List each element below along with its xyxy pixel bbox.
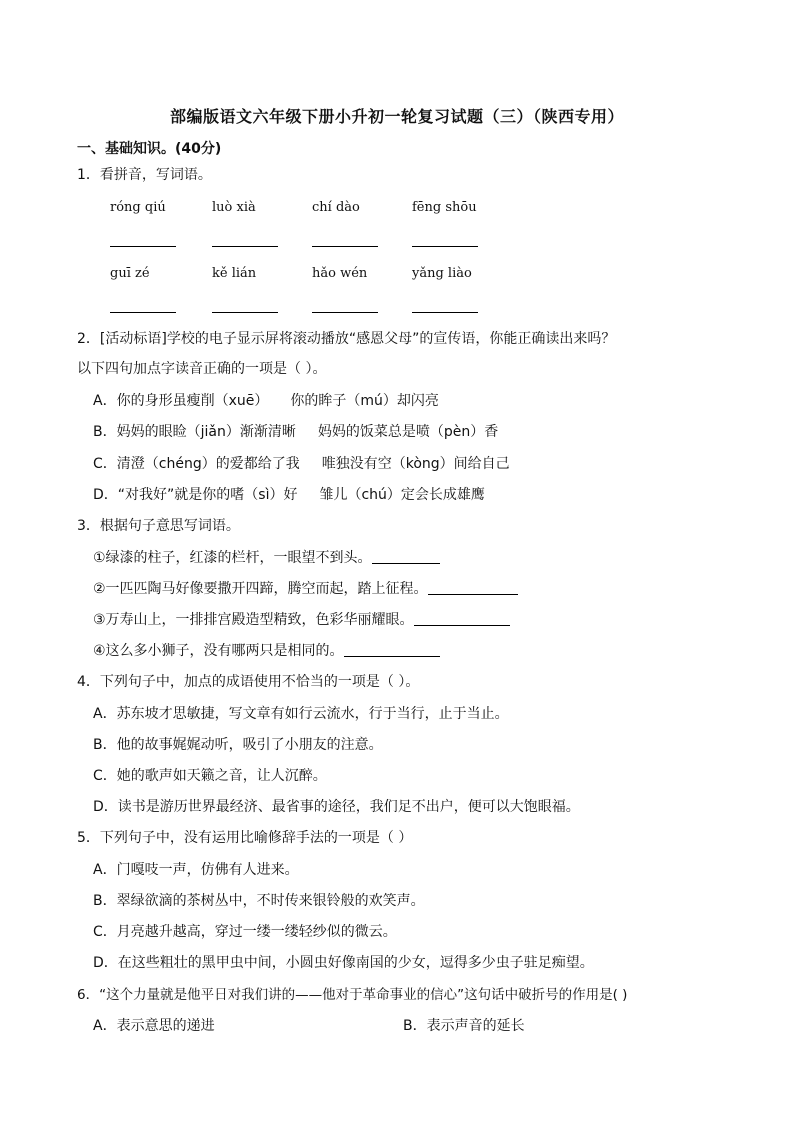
- sentence-item: [93, 549, 440, 567]
- option-a[interactable]: A．门嘎吱一声，仿佛有人进来。: [93, 862, 299, 878]
- question-3-stem: 3．根据句子意思写词语。: [77, 518, 240, 534]
- answer-blank[interactable]: [412, 246, 478, 247]
- option-d[interactable]: D．在这些粗壮的黑甲虫中间，小圆虫好像南国的少女，逗得多少虫子驻足痴望。: [93, 955, 594, 971]
- option-c[interactable]: C．月亮越升越高，穿过一缕一缕轻纱似的微云。: [93, 924, 397, 940]
- pinyin-7: hǎo wén: [312, 266, 368, 281]
- option-b[interactable]: B．他的故事娓娓动听，吸引了小朋友的注意。: [93, 737, 383, 753]
- sentence-item: [93, 642, 440, 660]
- pinyin-4: fēng shōu: [412, 200, 477, 215]
- option-a[interactable]: A．苏东坡才思敏捷，写文章有如行云流水，行于当行，止于当止。: [93, 706, 509, 722]
- pinyin-6: kě lián: [212, 266, 257, 281]
- option-d[interactable]: D．读书是游历世界最经济、最省事的途径，我们足不出户，便可以大饱眼福。: [93, 799, 580, 815]
- question-4-stem: 4．下列句子中，加点的成语使用不恰当的一项是（ ）。: [77, 674, 420, 690]
- option-b-left: B．妈妈的眼睑（jiǎn）渐渐清晰: [93, 424, 296, 440]
- option-b[interactable]: [93, 423, 498, 441]
- sentence-text: ④这么多小狮子，没有哪两只是相同的。: [93, 643, 344, 659]
- question-2-stem-cont: 以下四句加点字读音正确的一项是（ ）。: [77, 361, 327, 377]
- question-2-stem: 2．[活动标语]学校的电子显示屏将滚动播放“感恩父母”的宣传语，你能正确读出来吗？: [77, 331, 616, 347]
- option-c[interactable]: [93, 455, 510, 473]
- answer-blank[interactable]: [428, 580, 518, 595]
- answer-blank[interactable]: [372, 549, 440, 564]
- option-d-right: 雏儿（chú）定会长成雄鹰: [319, 487, 485, 503]
- answer-blank[interactable]: [110, 246, 176, 247]
- option-d-left: D．“对我好”就是你的嗜（sì）好: [93, 487, 298, 503]
- question-6-stem: 6．“这个力量就是他平日对我们讲的——他对于革命事业的信心”这句话中破折号的作用是( ): [77, 987, 628, 1003]
- pinyin-8: yǎng liào: [412, 266, 472, 281]
- pinyin-2: luò xià: [212, 200, 256, 215]
- option-c-right: 唯独没有空（kòng）间给自己: [321, 456, 510, 472]
- page-title: 部编版语文六年级下册小升初一轮复习试题（三）（陕西专用）: [169, 107, 624, 126]
- option-b-right: 妈妈的饭菜总是喷（pèn）香: [317, 424, 499, 440]
- option-a[interactable]: A．表示意思的递进: [93, 1018, 215, 1034]
- section-heading: 一、基础知识。(40分): [77, 141, 222, 157]
- pinyin-5: guī zé: [110, 266, 150, 281]
- answer-blank[interactable]: [312, 312, 378, 313]
- sentence-item: [93, 611, 510, 629]
- sentence-text: ③万寿山上，一排排宫殿造型精致，色彩华丽耀眼。: [93, 612, 414, 628]
- option-b[interactable]: B．表示声音的延长: [403, 1018, 525, 1034]
- answer-blank[interactable]: [412, 312, 478, 313]
- sentence-text: ②一匹匹陶马好像要撒开四蹄，腾空而起，踏上征程。: [93, 581, 428, 597]
- option-a[interactable]: [93, 392, 439, 410]
- question-1-stem: 1．看拼音，写词语。: [77, 167, 212, 183]
- pinyin-1: róng qiú: [110, 200, 166, 215]
- option-d[interactable]: [93, 486, 485, 504]
- option-c[interactable]: C．她的歌声如天籁之音，让人沉醉。: [93, 768, 327, 784]
- answer-blank[interactable]: [344, 642, 440, 657]
- option-a-right: 你的眸子（mú）却闪亮: [290, 393, 439, 409]
- pinyin-3: chí dào: [312, 200, 360, 215]
- answer-blank[interactable]: [212, 246, 278, 247]
- sentence-text: ①绿漆的柱子，红漆的栏杆，一眼望不到头。: [93, 550, 372, 566]
- question-5-stem: 5．下列句子中，没有运用比喻修辞手法的一项是（ ）: [77, 830, 413, 846]
- answer-blank[interactable]: [212, 312, 278, 313]
- answer-blank[interactable]: [312, 246, 378, 247]
- option-a-left: A．你的身形虽瘦削（xuē）: [93, 393, 269, 409]
- sentence-item: [93, 580, 518, 598]
- answer-blank[interactable]: [110, 312, 176, 313]
- answer-blank[interactable]: [414, 611, 510, 626]
- option-c-left: C．清澄（chéng）的爱都给了我: [93, 456, 300, 472]
- option-b[interactable]: B．翠绿欲滴的茶树丛中，不时传来银铃般的欢笑声。: [93, 893, 425, 909]
